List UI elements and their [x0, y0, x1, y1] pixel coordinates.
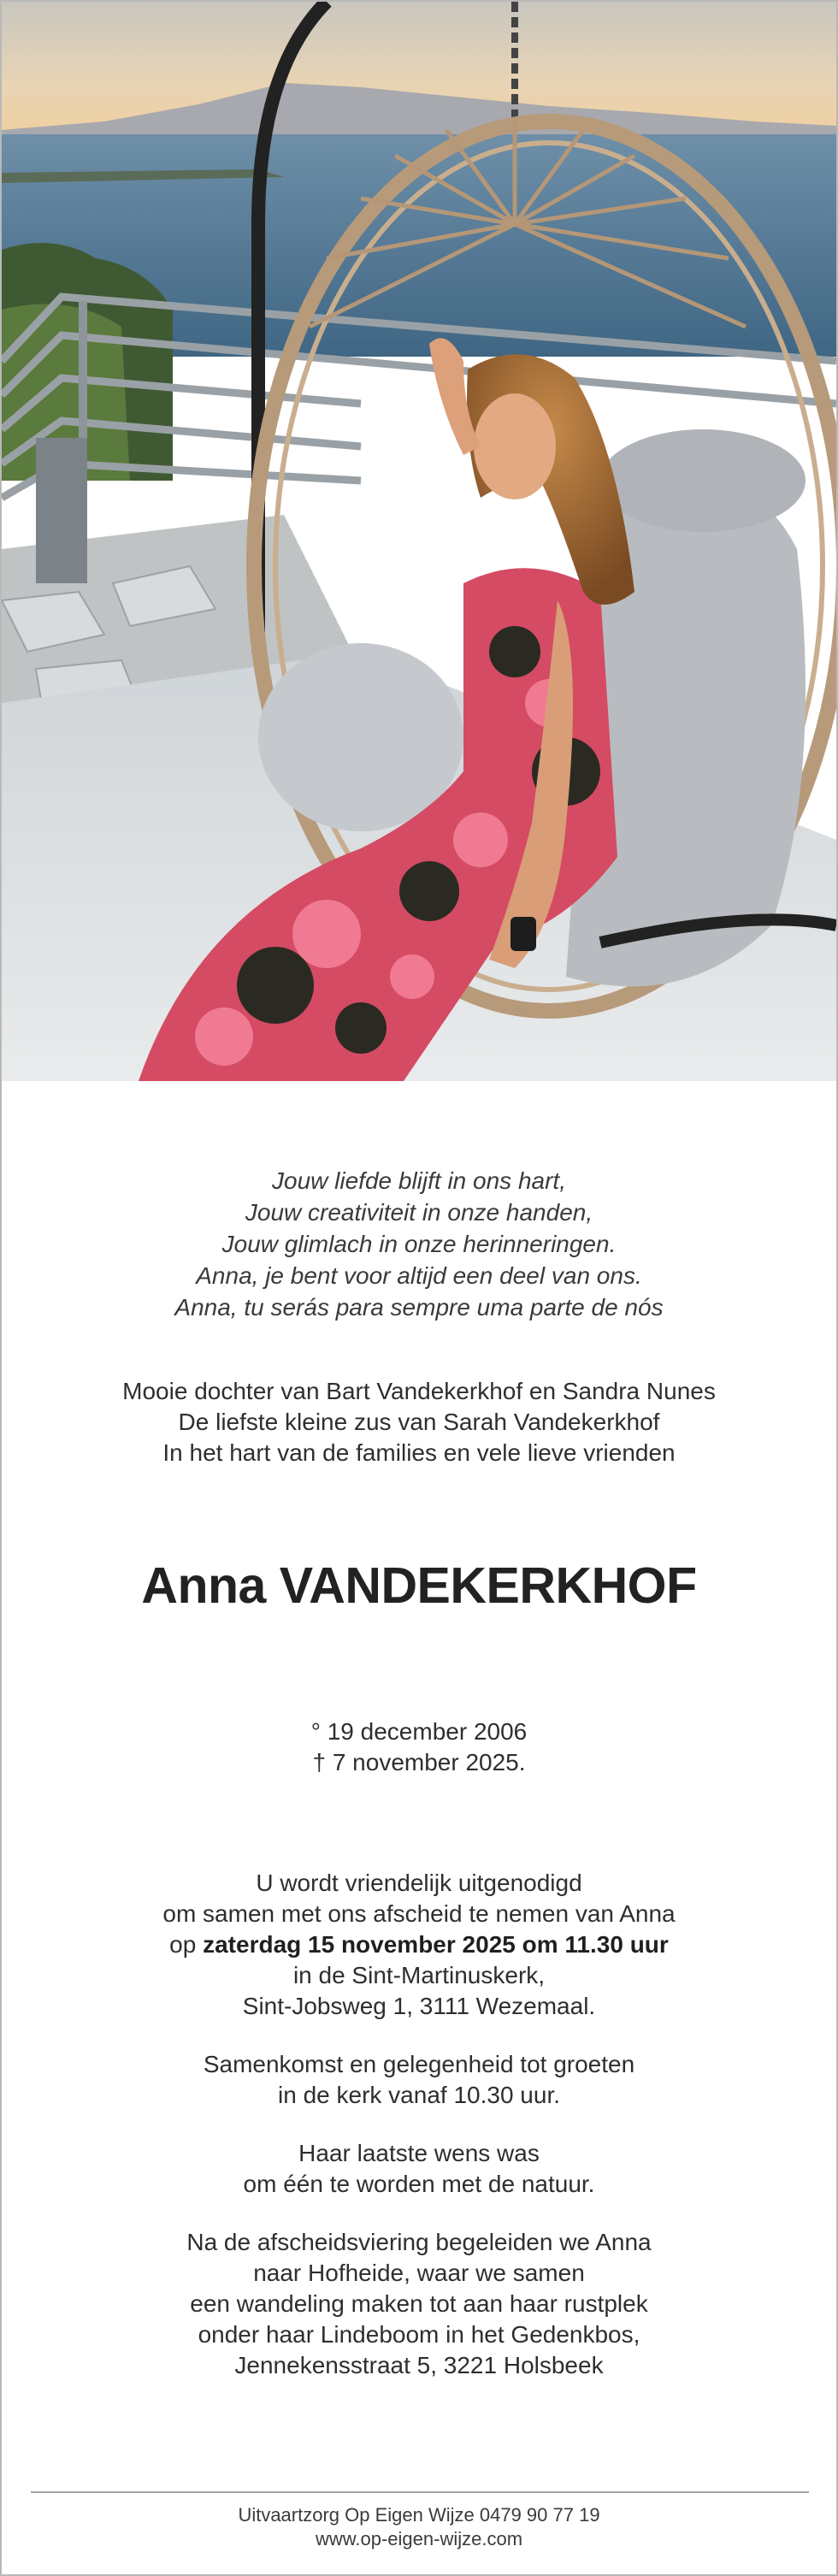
- gathering-paragraph: [2, 2049, 836, 2111]
- life-dates: [2, 1716, 836, 1778]
- poem-line: Jouw creativiteit in onze handen,: [245, 1199, 593, 1226]
- family-lines: [2, 1376, 836, 1468]
- birth-date: ° 19 december 2006: [310, 1718, 528, 1745]
- death-date: † 7 november 2025.: [312, 1749, 526, 1775]
- burial-line: Jennekensstraat 5, 3221 Holsbeek: [234, 2352, 604, 2378]
- poem-line: Jouw liefde blijft in ons hart,: [272, 1167, 566, 1194]
- poem-line: Anna, je bent voor altijd een deel van ons.: [196, 1262, 642, 1289]
- poem-line: Anna, tu serás para sempre uma parte de nós: [174, 1294, 664, 1320]
- family-line: Mooie dochter van Bart Vandekerkhof en Sandra Nunes: [122, 1378, 716, 1404]
- last-wish-line: Haar laatste wens was: [298, 2140, 540, 2166]
- deceased-name: Anna VANDEKERKHOF: [141, 1557, 697, 1614]
- footer: [2, 2503, 836, 2551]
- last-wish-line: om één te worden met de natuur.: [243, 2171, 595, 2197]
- gathering-line: Samenkomst en gelegenheid tot groeten: [203, 2051, 635, 2077]
- invitation-line: U wordt vriendelijk uitgenodigd: [256, 1870, 582, 1896]
- ceremony-datetime: zaterdag 15 november 2025 om 11.30 uur: [203, 1931, 669, 1958]
- burial-paragraph: [2, 2227, 836, 2381]
- invitation-line: in de Sint-Martinuskerk,: [292, 1962, 546, 1988]
- invitation-line: Sint-Jobsweg 1, 3111 Wezemaal.: [242, 1993, 596, 2019]
- burial-line: Na de afscheidsviering begeleiden we Anna: [186, 2229, 652, 2255]
- family-line: De liefste kleine zus van Sarah Vandekerkhof: [178, 1409, 660, 1435]
- funeral-home-contact: Uitvaartzorg Op Eigen Wijze 0479 90 77 19: [238, 2504, 600, 2526]
- funeral-home-website[interactable]: www.op-eigen-wijze.com: [315, 2528, 523, 2549]
- burial-line: een wandeling maken tot aan haar rustplek: [190, 2290, 648, 2317]
- last-wish-paragraph: [2, 2138, 836, 2200]
- invitation-line: op: [169, 1931, 204, 1958]
- portrait-photo: [2, 2, 836, 1081]
- poem: [2, 1165, 836, 1323]
- invitation-paragraph: [2, 1868, 836, 2022]
- gathering-line: in de kerk vanaf 10.30 uur.: [278, 2082, 560, 2108]
- footer-divider: [31, 2491, 809, 2493]
- burial-line: onder haar Lindeboom in het Gedenkbos,: [198, 2321, 640, 2348]
- invitation: [2, 1868, 836, 2408]
- burial-line: naar Hofheide, waar we samen: [253, 2260, 585, 2286]
- invitation-line: om samen met ons afscheid te nemen van Anna: [162, 1900, 676, 1927]
- family-line: In het hart van de families en vele lieve vrienden: [162, 1439, 676, 1466]
- poem-line: Jouw glimlach in onze herinneringen.: [221, 1231, 617, 1257]
